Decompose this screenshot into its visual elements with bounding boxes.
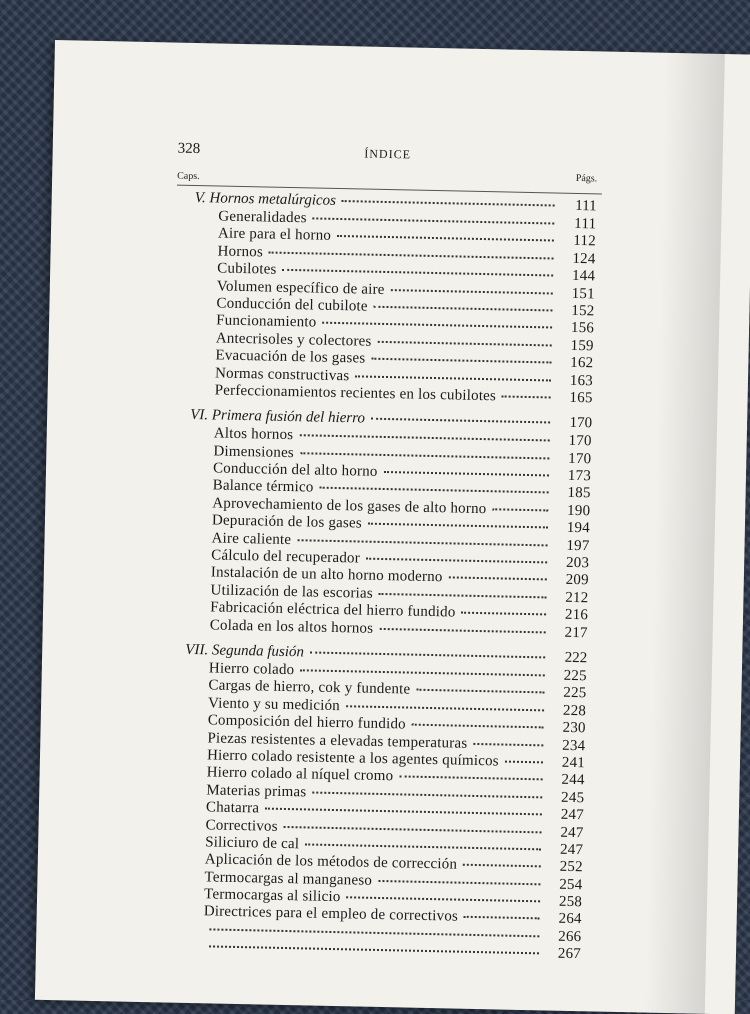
entry-title: Directrices para el empleo de correctivos <box>203 903 459 926</box>
entry-title: Materias primas <box>206 782 307 801</box>
entry-title: Normas constructivas <box>214 364 350 384</box>
dot-leader <box>284 825 542 832</box>
entry-title: Antecrisoles y colectores <box>215 330 372 350</box>
dot-leader <box>299 434 549 441</box>
entry-page: 197 <box>566 537 590 554</box>
entry-page: 267 <box>557 945 582 963</box>
entry-page: 165 <box>569 389 593 407</box>
entry-title: Aire caliente <box>211 530 292 548</box>
dot-leader <box>464 916 540 920</box>
entry-title: Evacuación de los gases <box>215 347 366 367</box>
entry-page: 152 <box>571 302 595 320</box>
entry-title: Perfeccionamientos recientes en los cubilotes <box>214 382 497 405</box>
entry-title: Hierro colado al níquel cromo <box>206 764 394 785</box>
dot-leader <box>300 452 549 459</box>
entry-title: Depuración de los gases <box>211 512 363 532</box>
dot-leader <box>412 724 544 729</box>
entry-title: Fabricación eléctrica del hierro fundido <box>209 599 456 621</box>
entry-page: 170 <box>568 433 592 450</box>
entry-page: 212 <box>565 589 589 607</box>
entry-page: 170 <box>568 450 592 468</box>
column-header-caps: Caps. <box>177 170 200 183</box>
dot-leader <box>312 791 542 798</box>
chapter-title: VI. Primera fusión del hierro <box>190 407 366 427</box>
entry-page: 111 <box>574 215 597 233</box>
dot-leader <box>269 251 554 259</box>
entry-page: 230 <box>562 719 586 737</box>
entry-page: 254 <box>559 876 583 893</box>
entry-page: 156 <box>570 320 595 337</box>
entry-page: 241 <box>561 754 586 772</box>
chapter-title: V. Hornos metalúrgicos <box>194 189 337 209</box>
entry-page: 185 <box>567 485 591 502</box>
chapter-title: VII. Segunda fusión <box>185 641 305 661</box>
dot-leader <box>209 946 539 955</box>
entry-title: Cálculo del recuperador <box>211 547 361 567</box>
dot-leader <box>378 341 552 347</box>
dot-leader <box>371 418 550 424</box>
entry-page: 217 <box>564 624 588 641</box>
entry-page: 190 <box>566 502 591 520</box>
dot-leader <box>297 539 547 546</box>
entry-title: Volumen específico de aire <box>216 278 385 298</box>
entry-title: Cargas de hierro, cok y fundente <box>208 677 411 698</box>
dot-leader <box>342 200 555 206</box>
book-page <box>35 40 750 1014</box>
entry-title: Termocargas al manganeso <box>204 868 373 889</box>
entry-page: 163 <box>569 372 594 389</box>
entry-title: Altos hornos <box>213 425 294 444</box>
dot-leader <box>378 880 540 885</box>
dot-leader <box>368 523 548 529</box>
dot-leader <box>416 689 544 694</box>
dot-leader <box>379 593 547 599</box>
dot-leader <box>492 508 548 511</box>
entry-title: Generalidades <box>218 208 307 227</box>
entry-page: 225 <box>563 667 587 685</box>
entry-page: 159 <box>570 337 594 355</box>
entry-page: 252 <box>559 859 583 876</box>
dot-leader <box>502 395 551 398</box>
running-head <box>178 141 598 170</box>
entry-title: Utilización de las escorias <box>210 582 374 602</box>
entry-page: 144 <box>571 268 596 285</box>
entry-page: 247 <box>560 806 585 824</box>
entry-title: Siliciuro de cal <box>205 834 300 853</box>
dot-leader <box>399 776 542 781</box>
dot-leader <box>379 628 545 633</box>
entry-title: Correctivos <box>205 816 278 835</box>
entry-title: Hornos <box>217 243 264 261</box>
dot-leader <box>384 471 549 476</box>
dot-leader <box>320 487 549 494</box>
dot-leader <box>283 269 554 277</box>
entry-page: 203 <box>565 554 590 572</box>
dot-leader <box>461 612 546 616</box>
dot-leader <box>322 322 552 329</box>
entry-page: 194 <box>566 520 591 537</box>
column-header-pags: Págs. <box>575 172 598 185</box>
dot-leader <box>346 896 540 902</box>
dot-leader <box>473 742 543 745</box>
entry-page: 234 <box>562 737 586 754</box>
entry-title: Funcionamiento <box>215 312 317 331</box>
entry-page: 247 <box>559 841 584 859</box>
entry-title: Aprovechamiento de los gases de alto horno <box>212 495 487 517</box>
dot-leader <box>337 235 554 242</box>
dot-leader <box>300 669 545 676</box>
chapter-page: 222 <box>564 649 588 667</box>
entry-title: Composición del hierro fundido <box>207 712 406 733</box>
page-number: 328 <box>177 140 201 158</box>
entry-title: Aire para el horno <box>217 225 332 245</box>
dot-leader <box>505 761 543 764</box>
section-title: ÍNDICE <box>364 146 412 162</box>
entry-title: Instalación de un alto horno moderno <box>210 564 443 586</box>
dot-leader <box>310 651 545 658</box>
entry-page: 244 <box>561 772 585 789</box>
dot-leader <box>391 289 553 294</box>
dot-leader <box>449 577 547 581</box>
entry-title: Conducción del cubilote <box>216 295 368 315</box>
entry-title: Balance térmico <box>212 477 314 496</box>
entry-title: Cubilotes <box>217 260 277 278</box>
entry-page: 209 <box>565 572 589 589</box>
dot-leader <box>209 928 539 937</box>
dot-leader <box>313 217 555 224</box>
entry-page: 247 <box>560 824 584 841</box>
entry-page: 264 <box>558 911 582 928</box>
entry-title: Aplicación de los métodos de corrección <box>204 851 458 873</box>
entry-page: 225 <box>563 685 587 702</box>
entry-title: Hierro colado <box>208 660 295 679</box>
entry-page: 162 <box>570 354 594 372</box>
chapter-page: 170 <box>569 415 593 432</box>
entry-page: 228 <box>562 702 587 720</box>
entry-title: Termocargas al silicio <box>203 886 341 906</box>
dot-leader <box>374 306 553 312</box>
entry-title: Conducción del alto horno <box>212 460 378 480</box>
table-of-contents <box>161 190 597 964</box>
entry-page: 151 <box>571 285 595 302</box>
entry-title: Piezas resistentes a elevadas temperaturas <box>207 729 468 752</box>
entry-page: 124 <box>572 250 596 268</box>
entry-title: Viento y su medición <box>207 695 341 714</box>
dot-leader <box>346 705 544 711</box>
entry-page: 266 <box>558 928 582 946</box>
dot-leader <box>366 558 547 564</box>
entry-title: Colada en los altos hornos <box>209 616 374 637</box>
entry-title: Chatarra <box>205 799 260 817</box>
dot-leader <box>305 843 541 850</box>
entry-title: Hierro colado resistente a los agentes químicos <box>206 747 499 770</box>
dot-leader <box>463 864 541 868</box>
entry-page: 216 <box>564 607 589 624</box>
entry-title: Dimensiones <box>213 443 295 461</box>
dot-leader <box>355 375 551 381</box>
entry-page: 173 <box>567 467 592 485</box>
entry-page: 245 <box>560 789 585 806</box>
entry-page: 112 <box>573 233 597 250</box>
entry-page: 258 <box>558 893 583 911</box>
chapter-page: 111 <box>575 197 597 215</box>
dot-leader <box>371 358 551 364</box>
dot-leader <box>265 808 542 816</box>
